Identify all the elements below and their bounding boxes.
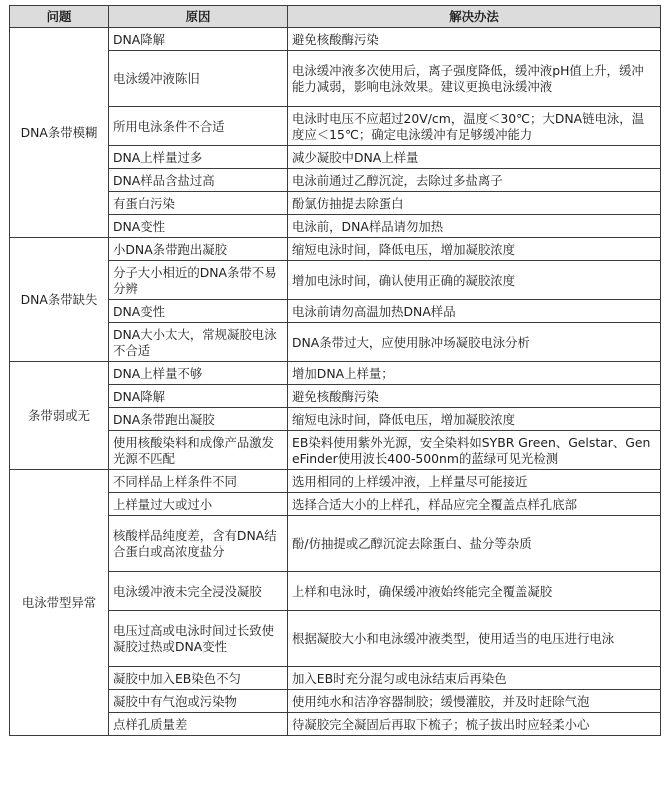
reason-cell: 小DNA条带跑出凝胶	[109, 238, 288, 261]
reason-cell: DNA变性	[109, 215, 288, 238]
reason-cell: 使用核酸染料和成像产品激发光源不匹配	[109, 431, 288, 470]
reason-cell: 点样孔质量差	[109, 713, 288, 736]
solution-cell: 加入EB时充分混匀或电泳结束后再染色	[288, 667, 661, 690]
table-row	[10, 470, 661, 493]
solution-cell: 电泳前请勿高温加热DNA样品	[288, 300, 661, 323]
reason-cell: 分子大小相近的DNA条带不易分辨	[109, 261, 288, 300]
solution-cell: 避免核酸酶污染	[288, 385, 661, 408]
table-row	[10, 362, 661, 385]
solution-cell: 使用纯水和洁净容器制胶；缓慢灌胶，并及时赶除气泡	[288, 690, 661, 713]
reason-cell: 凝胶中加入EB染色不匀	[109, 667, 288, 690]
solution-cell: 酚/仿抽提或乙醇沉淀去除蛋白、盐分等杂质	[288, 516, 661, 572]
troubleshooting-table-container	[9, 5, 661, 736]
problem-cell: DNA条带缺失	[10, 238, 109, 362]
reason-cell: DNA上样量过多	[109, 146, 288, 169]
reason-cell: 电压过高或电泳时间过长致使凝胶过热或DNA变性	[109, 611, 288, 667]
solution-cell: 电泳时电压不应超过20V/cm，温度＜30℃；大DNA链电泳，温度应＜15℃；确定电泳缓冲有足够缓冲能力	[288, 107, 661, 146]
solution-cell: 电泳前，DNA样品请勿加热	[288, 215, 661, 238]
reason-cell: DNA样品含盐过高	[109, 169, 288, 192]
reason-cell: DNA降解	[109, 385, 288, 408]
table-row	[10, 28, 661, 51]
reason-cell: 所用电泳条件不合适	[109, 107, 288, 146]
reason-cell: 不同样品上样条件不同	[109, 470, 288, 493]
solution-cell: 选用相同的上样缓冲液，上样量尽可能接近	[288, 470, 661, 493]
problem-cell: 条带弱或无	[10, 362, 109, 470]
header-row	[10, 6, 661, 28]
reason-cell: DNA变性	[109, 300, 288, 323]
reason-cell: DNA大小太大，常规凝胶电泳不合适	[109, 323, 288, 362]
reason-cell: 有蛋白污染	[109, 192, 288, 215]
reason-cell: 凝胶中有气泡或污染物	[109, 690, 288, 713]
solution-cell: EB染料使用紫外光源，安全染料如SYBR Green、Gelstar、GeneFinder使用波长400-500nm的蓝绿可见光检测	[288, 431, 661, 470]
reason-cell: 电泳缓冲液未完全浸没凝胶	[109, 572, 288, 611]
reason-cell: DNA降解	[109, 28, 288, 51]
solution-cell: 选择合适大小的上样孔，样品应完全覆盖点样孔底部	[288, 493, 661, 516]
reason-cell: 核酸样品纯度差，含有DNA结合蛋白或高浓度盐分	[109, 516, 288, 572]
solution-cell: 缩短电泳时间，降低电压，增加凝胶浓度	[288, 408, 661, 431]
header-reason: 原因	[109, 6, 288, 28]
solution-cell: 增加电泳时间，确认使用正确的凝胶浓度	[288, 261, 661, 300]
problem-cell: DNA条带模糊	[10, 28, 109, 238]
solution-cell: 酚氯仿抽提去除蛋白	[288, 192, 661, 215]
solution-cell: DNA条带过大，应使用脉冲场凝胶电泳分析	[288, 323, 661, 362]
reason-cell: DNA上样量不够	[109, 362, 288, 385]
solution-cell: 增加DNA上样量；	[288, 362, 661, 385]
solution-cell: 待凝胶完全凝固后再取下梳子；梳子拔出时应轻柔小心	[288, 713, 661, 736]
solution-cell: 减少凝胶中DNA上样量	[288, 146, 661, 169]
table-row	[10, 238, 661, 261]
troubleshooting-table	[9, 5, 661, 736]
header-solution: 解决办法	[288, 6, 661, 28]
solution-cell: 根据凝胶大小和电泳缓冲液类型，使用适当的电压进行电泳	[288, 611, 661, 667]
reason-cell: 电泳缓冲液陈旧	[109, 51, 288, 107]
solution-cell: 上样和电泳时，确保缓冲液始终能完全覆盖凝胶	[288, 572, 661, 611]
solution-cell: 电泳缓冲液多次使用后，离子强度降低，缓冲液pH值上升，缓冲能力减弱，影响电泳效果。建议更换电泳缓冲液	[288, 51, 661, 107]
solution-cell: 电泳前通过乙醇沉淀，去除过多盐离子	[288, 169, 661, 192]
header-problem: 问题	[10, 6, 109, 28]
reason-cell: DNA条带跑出凝胶	[109, 408, 288, 431]
solution-cell: 缩短电泳时间，降低电压，增加凝胶浓度	[288, 238, 661, 261]
solution-cell: 避免核酸酶污染	[288, 28, 661, 51]
problem-cell: 电泳带型异常	[10, 470, 109, 736]
reason-cell: 上样量过大或过小	[109, 493, 288, 516]
